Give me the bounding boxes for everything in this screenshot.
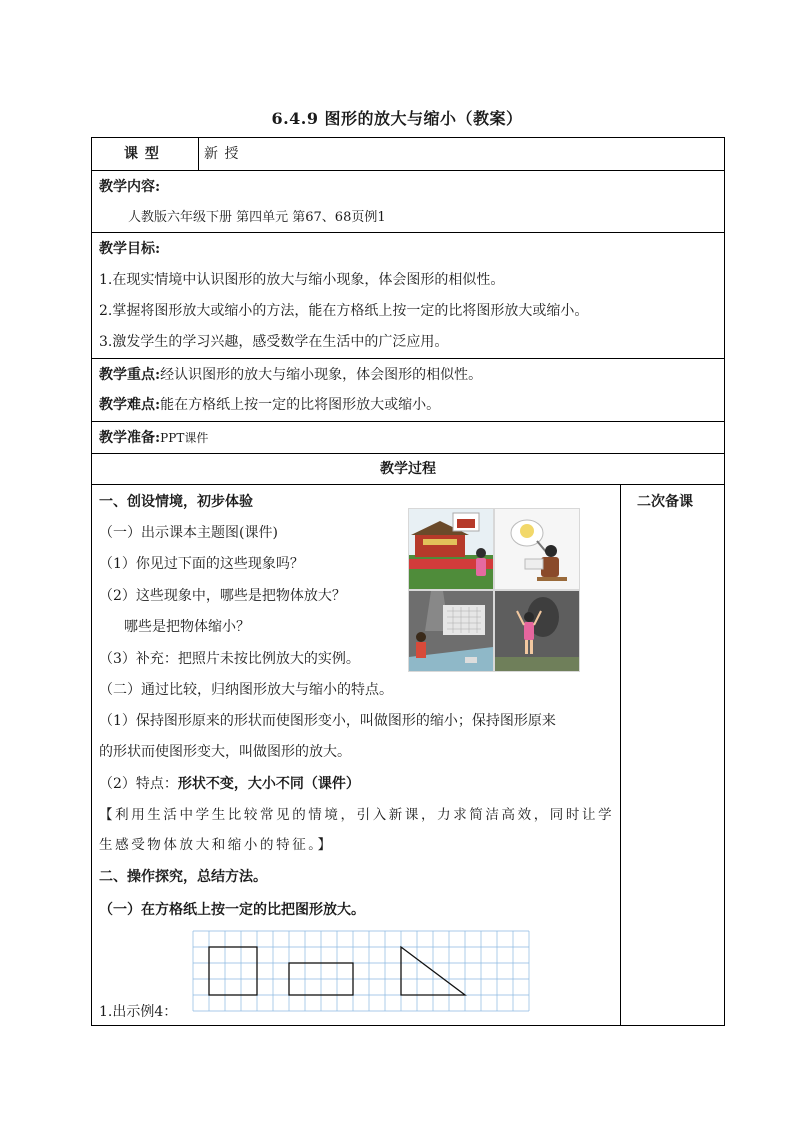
row-divider — [92, 232, 724, 233]
teaching-note: 生感受物体放大和缩小的特征。】 — [99, 837, 334, 853]
objective-item: 1.在现实情境中认识图形的放大与缩小现象，体会图形的相似性。 — [99, 272, 505, 288]
process-line: （2）这些现象中，哪些是把物体放大？ — [99, 588, 346, 604]
difficult-point — [99, 395, 440, 415]
feature-label: （2）特点： — [99, 776, 178, 792]
process-line: 哪些是把物体缩小？ — [124, 619, 250, 635]
column-divider — [620, 484, 621, 1026]
page-title: 6.4.9 图形的放大与缩小（教案） — [271, 109, 523, 128]
process-line: （3）补充：把照片未按比例放大的实例。 — [99, 651, 360, 667]
row-divider — [92, 170, 724, 171]
process-line: （二）通过比较，归纳图形放大与缩小的特点。 — [99, 682, 393, 698]
key-point — [99, 365, 482, 385]
preparation-label: 教学准备: — [99, 430, 161, 446]
objective-item: 3.激发学生的学习兴趣，感受数学在生活中的广泛应用。 — [99, 334, 449, 350]
process-line: （一）出示课本主题图(课件) — [99, 525, 278, 541]
section-heading: 一、创设情境，初步体验 — [99, 494, 253, 510]
grid-lines — [193, 931, 529, 1011]
column-divider — [198, 138, 199, 170]
difficult-point-label: 教学难点: — [99, 397, 161, 413]
process-line: （1）你见过下面的这些现象吗？ — [99, 556, 304, 572]
preparation-text: PPT课件 — [160, 431, 209, 445]
row-divider — [92, 358, 724, 359]
subsection-heading: （一）在方格纸上按一定的比把图形放大。 — [99, 902, 365, 918]
content-heading: 教学内容: — [99, 179, 161, 195]
process-line — [99, 774, 360, 794]
teaching-note: 【利用生活中学生比较常见的情境，引入新课，力求简洁高效，同时让学 — [99, 807, 615, 823]
row-divider — [92, 484, 724, 485]
side-column-heading: 二次备课 — [637, 494, 693, 510]
content-body: 人教版六年级下册 第四单元 第67、68页例1 — [128, 210, 386, 225]
lesson-type-label: 课 型 — [124, 146, 160, 162]
difficult-point-text: 能在方格纸上按一定的比将图形放大或缩小。 — [160, 397, 441, 413]
process-line: 的形状而使图形变大，叫做图形的放大。 — [99, 744, 351, 760]
example-label: 1.出示例4： — [99, 1004, 178, 1020]
key-point-text: 经认识图形的放大与缩小现象，体会图形的相似性。 — [160, 367, 483, 383]
tiananmen-photo — [408, 508, 494, 590]
shadow-photo — [494, 590, 580, 672]
lesson-type-value: 新 授 — [204, 146, 240, 162]
preparation — [99, 428, 208, 448]
objectives-heading: 教学目标: — [99, 241, 161, 257]
process-heading: 教学过程 — [380, 461, 436, 477]
square-shape — [209, 947, 257, 995]
section-heading: 二、操作探究，总结方法。 — [99, 869, 267, 885]
grid-figure — [103, 929, 533, 1015]
row-divider — [92, 453, 724, 454]
projector-photo — [408, 590, 494, 672]
feature-text: 形状不变，大小不同（课件） — [177, 776, 360, 792]
process-line: （1）保持图形原来的形状而使图形变小，叫做图形的缩小；保持图形原来 — [99, 713, 556, 729]
key-point-label: 教学重点: — [99, 367, 161, 383]
row-divider — [92, 421, 724, 422]
magnifier-photo — [494, 508, 580, 590]
objective-item: 2.掌握将图形放大或缩小的方法，能在方格纸上按一定的比将图形放大或缩小。 — [99, 303, 589, 319]
